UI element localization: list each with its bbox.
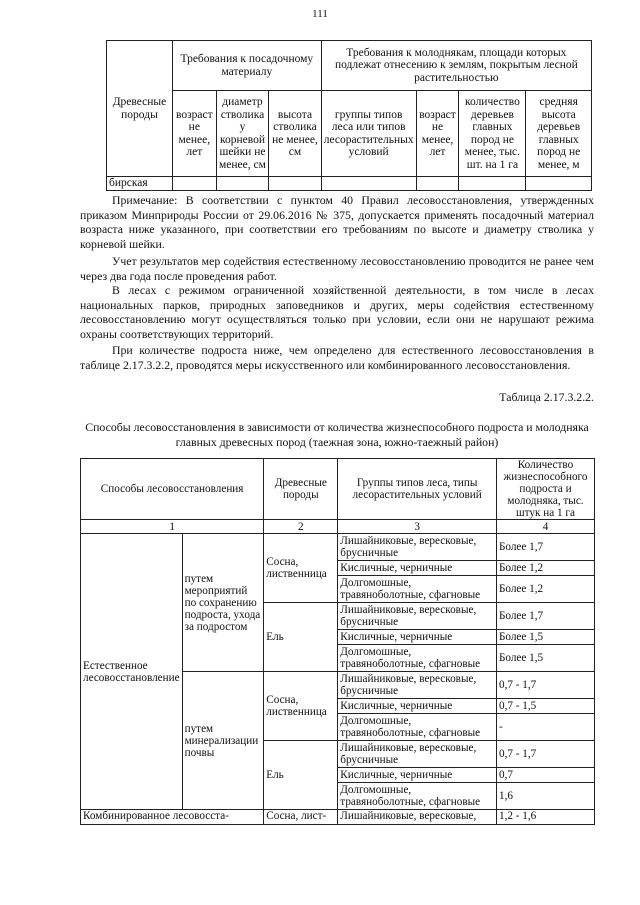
group-lichen: Лишайниковые, вересковые, брусничные bbox=[338, 741, 497, 768]
group-longmoss: Долгомошные, травяноболотные, сфагновые bbox=[338, 714, 497, 741]
species-pine-larch: Сосна, лиственница bbox=[264, 534, 338, 603]
group-oxalis: Кисличные, черничные bbox=[338, 768, 497, 783]
col-number-4: 4 bbox=[496, 520, 594, 534]
empty-cell bbox=[216, 177, 269, 191]
method-combined: Комбинированное лесовосста- bbox=[81, 810, 264, 825]
empty-cell bbox=[416, 177, 459, 191]
group-oxalis: Кисличные, черничные bbox=[338, 630, 497, 645]
note-paragraph: Примечание: В соответствии с пунктом 40 Правил лесовосстановления, утвержденных приказом Минприроды России от 29.06.2016 № 375, допускается применять посадочный материал возраста ниже указанного, при соответствии его требованиям по высоте и диаметру стволика у корневой шейки. bbox=[80, 193, 594, 251]
header-species: Древесные породы bbox=[264, 459, 338, 520]
header-avg-height: средняя высота деревьев главных пород не менее, м bbox=[526, 91, 592, 177]
submethod-soil-mineralization: путем минерализации почвы bbox=[182, 672, 264, 810]
group-longmoss: Долгомошные, травяноболотные, сфагновые bbox=[338, 645, 497, 672]
reforestation-methods-table bbox=[80, 458, 595, 825]
table-caption: Способы лесовосстановления в зависимости от количества жизнеспособного подроста и молодняка главных древесных пород (таежная зона, южно-таежный район) bbox=[85, 420, 589, 449]
species-pine-larch: Сосна, лиственница bbox=[264, 672, 338, 741]
col-number-3: 3 bbox=[338, 520, 497, 534]
group-lichen: Лишайниковые, вересковые, брусничные bbox=[338, 603, 497, 630]
group-lichen: Лишайниковые, вересковые, брусничные bbox=[338, 534, 497, 561]
table-number: Таблица 2.17.3.2.2. bbox=[499, 390, 594, 404]
submethod-preserve-undergrowth: путем мероприятий по сохранению подроста, ухода за подростом bbox=[182, 534, 264, 672]
empty-cell bbox=[321, 177, 416, 191]
empty-cell bbox=[526, 177, 592, 191]
planting-requirements-table bbox=[106, 40, 592, 191]
value-cell: Более 1,5 bbox=[496, 630, 594, 645]
empty-cell bbox=[459, 177, 526, 191]
species-pine-larch: Сосна, лист- bbox=[264, 810, 338, 825]
header-age-young: возраст не менее, лет bbox=[416, 91, 459, 177]
value-cell: 1,6 bbox=[496, 783, 594, 810]
method-natural: Естественное лесовосстановление bbox=[81, 534, 183, 810]
header-count: количество деревьев главных пород не менее, тыс. шт. на 1 га bbox=[459, 91, 526, 177]
col-number-1: 1 bbox=[81, 520, 264, 534]
value-cell: Более 1,2 bbox=[496, 576, 594, 603]
value-cell: 0,7 - 1,5 bbox=[496, 699, 594, 714]
group-longmoss: Долгомошные, травяноболотные, сфагновые bbox=[338, 576, 497, 603]
header-groups: Группы типов леса, типы лесорастительных условий bbox=[338, 459, 497, 520]
empty-cell bbox=[172, 177, 216, 191]
value-cell: 0,7 bbox=[496, 768, 594, 783]
table-row-label: бирская bbox=[107, 177, 173, 191]
header-young-requirements: Требования к молоднякам, площади которых подлежат отнесению к землям, покрытым лесной растительностью bbox=[321, 41, 591, 91]
header-methods: Способы лесовосстановления bbox=[81, 459, 264, 520]
header-species: Древесные породы bbox=[107, 41, 173, 177]
value-cell: Более 1,2 bbox=[496, 561, 594, 576]
paragraph-accounting: Учет результатов мер содействия естественному лесовосстановлению проводится не ранее чем через два года после проведения работ. bbox=[80, 254, 594, 283]
group-lichen: Лишайниковые, вересковые, bbox=[338, 810, 497, 825]
group-longmoss: Долгомошные, травяноболотные, сфагновые bbox=[338, 783, 497, 810]
header-age: возраст не менее, лет bbox=[172, 91, 216, 177]
group-oxalis: Кисличные, черничные bbox=[338, 561, 497, 576]
value-cell: Более 1,5 bbox=[496, 645, 594, 672]
value-cell: 0,7 - 1,7 bbox=[496, 672, 594, 699]
page-number: 111 bbox=[312, 8, 328, 20]
paragraph-restricted-forests: В лесах с режимом ограниченной хозяйственной деятельности, в том числе в лесах национальных парков, природных заповедников и других, меры содействия естественному лесовосстановлению могут осуществляться только при условии, если они не нарушают режима охраны соответствующих территорий. bbox=[80, 283, 594, 341]
value-cell: Более 1,7 bbox=[496, 534, 594, 561]
group-oxalis: Кисличные, черничные bbox=[338, 699, 497, 714]
species-spruce: Ель bbox=[264, 741, 338, 810]
header-diameter: диаметр стволика у корневой шейки не менее, см bbox=[216, 91, 269, 177]
header-height: высота стволика не менее, см bbox=[269, 91, 321, 177]
paragraph-undergrowth: При количестве подроста ниже, чем определено для естественного лесовосстановления в таблице 2.17.3.2.2, проводятся меры искусственного или комбинированного лесовосстановления. bbox=[80, 343, 594, 372]
group-lichen: Лишайниковые, вересковые, брусничные bbox=[338, 672, 497, 699]
header-forest-groups: группы типов леса или типов лесорастительных условий bbox=[321, 91, 416, 177]
species-spruce: Ель bbox=[264, 603, 338, 672]
header-count: Количество жизнеспособного подроста и молодняка, тыс. штук на 1 га bbox=[496, 459, 594, 520]
value-cell: 1,2 - 1,6 bbox=[496, 810, 594, 825]
col-number-2: 2 bbox=[264, 520, 338, 534]
value-cell: Более 1,7 bbox=[496, 603, 594, 630]
value-cell: - bbox=[496, 714, 594, 741]
empty-cell bbox=[269, 177, 321, 191]
value-cell: 0,7 - 1,7 bbox=[496, 741, 594, 768]
header-planting-requirements: Требования к посадочному материалу bbox=[172, 41, 321, 91]
